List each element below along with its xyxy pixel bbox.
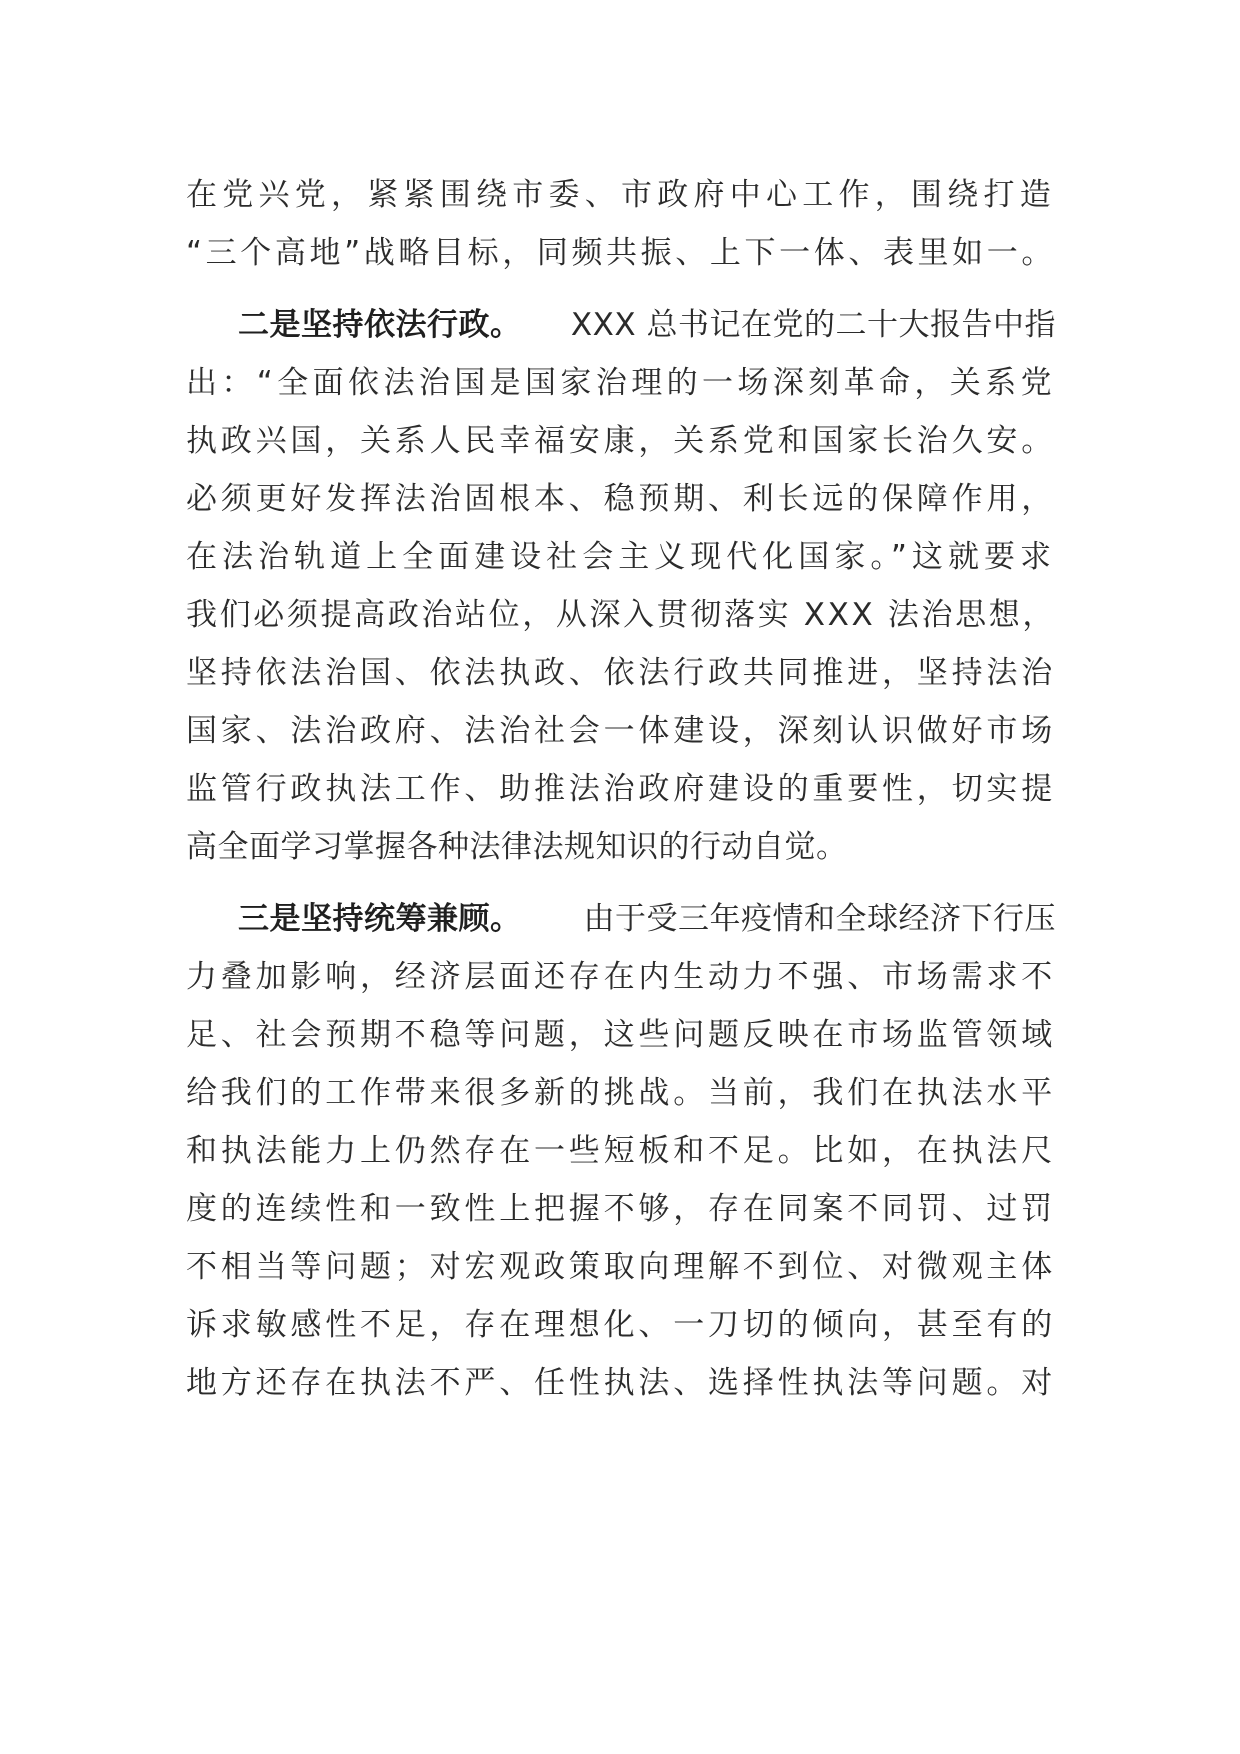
- line-text: 坚持依法治国、依法执政、依法行政共同推进，坚持法治: [186, 655, 1056, 691]
- line-text: 出：“全面依法治国是国家治理的一场深刻革命，关系党: [186, 365, 1056, 401]
- line-text: 在法治轨道上全面建设社会主义现代化国家。”这就要求: [186, 539, 1056, 575]
- line-text: 必须更好发挥法治固根本、稳预期、利长远的保障作用，: [186, 481, 1056, 517]
- paragraph-3-line-9: [186, 1358, 1056, 1408]
- line-text: “三个高地”战略目标，同频共振、上下一体、表里如一。: [186, 235, 1056, 271]
- line-text: 高全面学习掌握各种法律法规知识的行动自觉。: [186, 829, 848, 865]
- paragraph-2-line-4: [186, 474, 1056, 524]
- line-text: 监管行政执法工作、助推法治政府建设的重要性，切实提: [186, 771, 1056, 807]
- paragraph-3-heading: 三是坚持统筹兼顾。: [238, 901, 522, 937]
- line-text: 和执法能力上仍然存在一些短板和不足。比如，在执法尺: [186, 1133, 1056, 1169]
- paragraph-2-line-10: [186, 822, 1056, 872]
- line-text: 地方还存在执法不严、任性执法、选择性执法等问题。对: [186, 1365, 1056, 1401]
- paragraph-3-line-8: [186, 1300, 1056, 1350]
- paragraph-1-line-2: [186, 228, 1056, 278]
- line-text: 足、社会预期不稳等问题，这些问题反映在市场监管领域: [186, 1017, 1056, 1053]
- paragraph-2-line-7: [186, 648, 1056, 698]
- paragraph-2-line-3: [186, 416, 1056, 466]
- paragraph-2-line-1: [238, 300, 1056, 350]
- line-text: 不相当等问题；对宏观政策取向理解不到位、对微观主体: [186, 1249, 1056, 1285]
- line-text: 由于受三年疫情和全球经济下行压: [583, 901, 1056, 937]
- paragraph-2-line-2: [186, 358, 1056, 408]
- paragraph-2-heading: 二是坚持依法行政。: [238, 307, 522, 343]
- line-text: 国家、法治政府、法治社会一体建设，深刻认识做好市场: [186, 713, 1056, 749]
- line-text: 执政兴国，关系人民幸福安康，关系党和国家长治久安。: [186, 423, 1056, 459]
- line-text: 度的连续性和一致性上把握不够，存在同案不同罚、过罚: [186, 1191, 1056, 1227]
- paragraph-3-line-3: [186, 1010, 1056, 1060]
- paragraph-3-line-1: [238, 894, 1056, 944]
- line-text: 诉求敏感性不足，存在理想化、一刀切的倾向，甚至有的: [186, 1307, 1056, 1343]
- paragraph-2-line-9: [186, 764, 1056, 814]
- paragraph-1-line-1: [186, 170, 1056, 220]
- paragraph-3-line-6: [186, 1184, 1056, 1234]
- paragraph-2-line-8: [186, 706, 1056, 756]
- paragraph-3-line-2: [186, 952, 1056, 1002]
- line-text: 我们必须提高政治站位，从深入贯彻落实 XXX 法治思想，: [186, 597, 1056, 633]
- paragraph-3-line-4: [186, 1068, 1056, 1118]
- line-text: 在党兴党，紧紧围绕市委、市政府中心工作，围绕打造: [186, 177, 1056, 213]
- line-text: 给我们的工作带来很多新的挑战。当前，我们在执法水平: [186, 1075, 1056, 1111]
- paragraph-3-line-7: [186, 1242, 1056, 1292]
- line-text: 力叠加影响，经济层面还存在内生动力不强、市场需求不: [186, 959, 1056, 995]
- line-text: XXX 总书记在党的二十大报告中指: [570, 307, 1056, 343]
- paragraph-3-line-5: [186, 1126, 1056, 1176]
- paragraph-2-line-6: [186, 590, 1056, 640]
- paragraph-2-line-5: [186, 532, 1056, 582]
